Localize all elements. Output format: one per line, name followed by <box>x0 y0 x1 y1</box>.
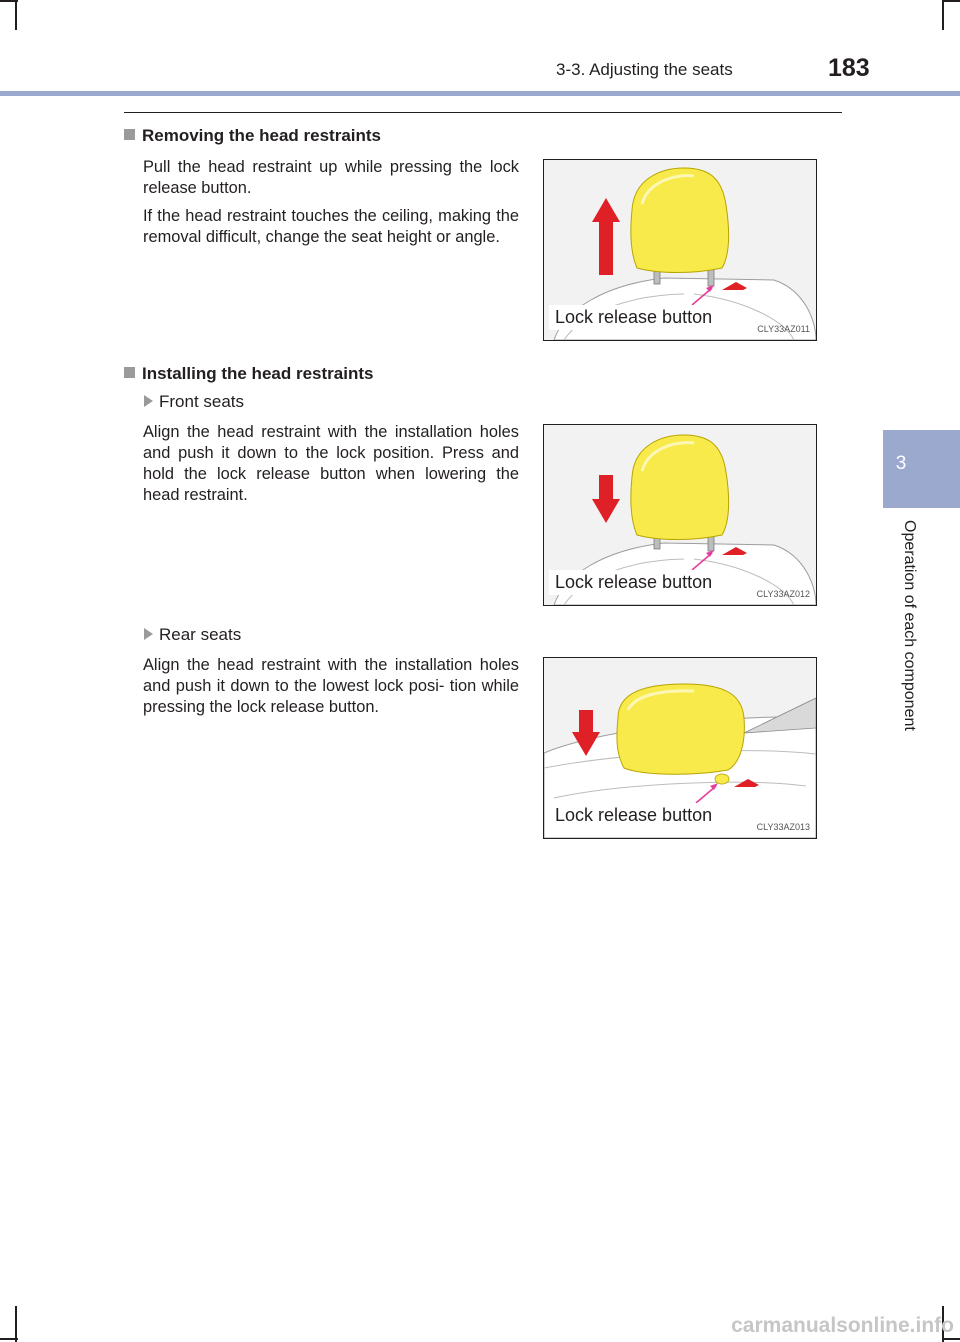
subheading-text: Front seats <box>159 392 245 411</box>
square-bullet-icon <box>124 129 135 140</box>
paragraph-front-seats: Align the head restraint with the installation holes and push it down to the lock position. Press and hold the lock release button when lowering the head restraint. <box>143 423 519 504</box>
subheading-front-seats <box>144 392 244 412</box>
watermark: carmanualsonline.info <box>731 1314 954 1337</box>
figure-remove-restraint <box>543 159 817 341</box>
paragraph-rear-seats: Align the head restraint with the installation holes and push it down to the lowest lock posi- tion while pressing the lock release button. <box>143 656 519 716</box>
triangle-bullet-icon <box>144 628 153 640</box>
crop-mark <box>942 1338 960 1340</box>
crop-mark <box>0 1338 18 1340</box>
header-section-title: 3-3. Adjusting the seats <box>556 60 733 79</box>
triangle-bullet-icon <box>144 395 153 407</box>
subheading-rear-seats <box>144 625 241 645</box>
chapter-number: 3 <box>895 453 907 474</box>
header-bar <box>0 91 960 96</box>
figure-code: CLY33AZ013 <box>756 822 810 832</box>
crop-mark <box>15 1306 17 1342</box>
chapter-title: Operation of each component <box>901 520 918 731</box>
square-bullet-icon <box>124 367 135 378</box>
head-restraint <box>617 684 744 774</box>
lock-release-button <box>715 774 729 784</box>
arrow-down-icon <box>592 475 620 523</box>
page-number: 183 <box>828 54 870 82</box>
arrow-up-icon <box>592 198 620 275</box>
content-rule <box>124 112 842 113</box>
section-heading-text: Removing the head restraints <box>142 126 382 145</box>
chapter-tab <box>883 430 960 508</box>
subheading-text: Rear seats <box>159 625 242 644</box>
section-heading-text: Installing the head restraints <box>142 364 374 383</box>
figure-code: CLY33AZ011 <box>757 324 810 334</box>
paragraph-removing-2: If the head restraint touches the ceiling, making the removal difficult, change the seat height or angle. <box>143 207 519 246</box>
callout-lock-release-button: Lock release button <box>549 803 718 828</box>
figure-rear-install <box>543 657 817 839</box>
figure-front-install <box>543 424 817 606</box>
head-restraint <box>631 435 729 540</box>
callout-lock-release-button: Lock release button <box>549 305 718 330</box>
paragraph-removing-1: Pull the head restraint up while pressing the lock release button. <box>143 158 519 197</box>
section-heading-removing <box>124 126 381 146</box>
head-restraint <box>631 168 729 273</box>
crop-mark <box>942 0 944 30</box>
section-heading-installing <box>124 364 373 384</box>
figure-code: CLY33AZ012 <box>756 589 810 599</box>
callout-lock-release-button: Lock release button <box>549 570 718 595</box>
crop-mark <box>15 0 17 30</box>
crop-mark <box>942 0 960 2</box>
